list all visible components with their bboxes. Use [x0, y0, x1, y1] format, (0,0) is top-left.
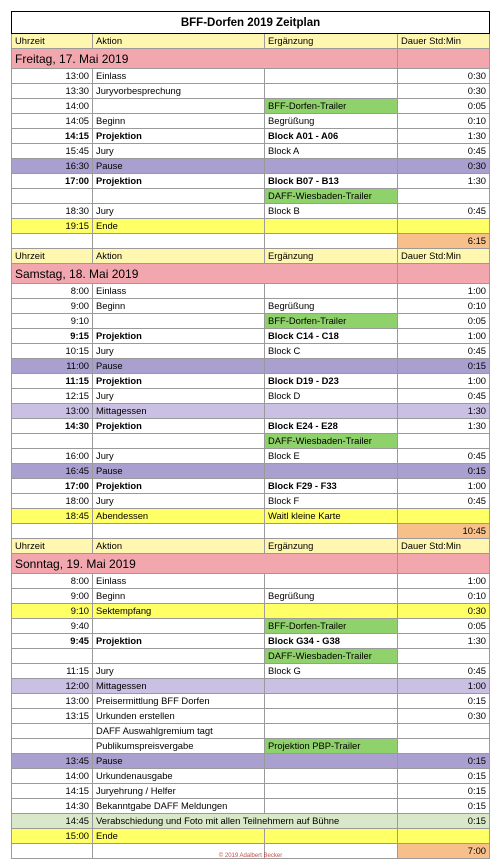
ergaenzung-cell: Block E24 - E28: [265, 419, 398, 434]
time-cell: 18:30: [12, 204, 93, 219]
schedule-row: [12, 829, 490, 844]
time-cell: 12:15: [12, 389, 93, 404]
time-cell: 9:40: [12, 619, 93, 634]
ergaenzung-cell: Block F: [265, 494, 398, 509]
action-cell: Publikumspreisvergabe: [93, 739, 265, 754]
ergaenzung-cell: Block E: [265, 449, 398, 464]
action-cell: [93, 314, 265, 329]
schedule-row: [12, 434, 490, 449]
schedule-row: [12, 69, 490, 84]
duration-cell: 0:10: [398, 299, 490, 314]
duration-cell: 0:30: [398, 69, 490, 84]
time-cell: 13:00: [12, 694, 93, 709]
time-cell: 15:45: [12, 144, 93, 159]
action-cell: Urkunden erstellen: [93, 709, 265, 724]
time-cell: 14:45: [12, 814, 93, 829]
title-row: [12, 12, 490, 34]
duration-cell: 1:30: [398, 174, 490, 189]
ergaenzung-cell: [265, 829, 398, 844]
ergaenzung-cell: Begrüßung: [265, 299, 398, 314]
ergaenzung-cell: [265, 679, 398, 694]
ergaenzung-cell: Block C14 - C18: [265, 329, 398, 344]
schedule-row: [12, 479, 490, 494]
action-cell: Jury: [93, 494, 265, 509]
schedule-row: [12, 464, 490, 479]
ergaenzung-cell: Block C: [265, 344, 398, 359]
action-cell: Juryvorbesprechung: [93, 84, 265, 99]
schedule-row: [12, 664, 490, 679]
ergaenzung-cell: [265, 724, 398, 739]
action-cell: Beginn: [93, 114, 265, 129]
schedule-row: [12, 359, 490, 374]
duration-cell: 0:45: [398, 449, 490, 464]
ergaenzung-cell: [265, 464, 398, 479]
action-cell: Preisermittlung BFF Dorfen: [93, 694, 265, 709]
action-cell: DAFF Auswahlgremium tagt: [93, 724, 265, 739]
day-label: Samstag, 18. Mai 2019: [12, 264, 398, 284]
time-cell: 9:10: [12, 314, 93, 329]
action-cell: [93, 189, 265, 204]
duration-cell: 0:05: [398, 619, 490, 634]
schedule-row: [12, 284, 490, 299]
time-cell: 11:15: [12, 664, 93, 679]
action-cell: Beginn: [93, 589, 265, 604]
duration-cell: 1:00: [398, 374, 490, 389]
total-spacer: [12, 234, 93, 249]
duration-cell: 0:05: [398, 99, 490, 114]
copyright-footer: © 2019 Adalbert Becker: [218, 853, 283, 859]
action-cell: Jury: [93, 144, 265, 159]
time-cell: [12, 434, 93, 449]
schedule-row: [12, 589, 490, 604]
schedule-row: [12, 189, 490, 204]
header-aktion: Aktion: [93, 539, 265, 554]
total-spacer: [12, 524, 93, 539]
action-cell: Sektempfang: [93, 604, 265, 619]
ergaenzung-cell: [265, 574, 398, 589]
action-cell: Projektion: [93, 129, 265, 144]
total-spacer: [93, 234, 265, 249]
schedule-row: [12, 144, 490, 159]
total-duration: 6:15: [398, 234, 490, 249]
ergaenzung-cell: [265, 709, 398, 724]
action-cell: Projektion: [93, 329, 265, 344]
action-cell: Jury: [93, 389, 265, 404]
schedule-row: [12, 329, 490, 344]
duration-cell: [398, 189, 490, 204]
schedule-row: [12, 604, 490, 619]
duration-cell: 0:15: [398, 769, 490, 784]
ergaenzung-cell: [265, 799, 398, 814]
schedule-table: [11, 11, 490, 859]
duration-cell: 0:45: [398, 204, 490, 219]
time-cell: 17:00: [12, 479, 93, 494]
ergaenzung-cell: Projektion PBP-Trailer: [265, 739, 398, 754]
header-aktion: Aktion: [93, 249, 265, 264]
total-spacer: [93, 524, 265, 539]
time-cell: 13:30: [12, 84, 93, 99]
schedule-row: [12, 129, 490, 144]
action-cell: Jury: [93, 344, 265, 359]
ergaenzung-cell: BFF-Dorfen-Trailer: [265, 619, 398, 634]
time-cell: 14:05: [12, 114, 93, 129]
action-cell: Pause: [93, 359, 265, 374]
time-cell: 16:45: [12, 464, 93, 479]
schedule-row: [12, 314, 490, 329]
day-label-spacer: [398, 554, 490, 574]
duration-cell: 1:00: [398, 329, 490, 344]
header-dauer: Dauer Std:Min: [398, 34, 490, 49]
duration-cell: 0:45: [398, 144, 490, 159]
time-cell: 16:00: [12, 449, 93, 464]
total-row: [12, 234, 490, 249]
action-cell: Ende: [93, 829, 265, 844]
duration-cell: 0:05: [398, 314, 490, 329]
ergaenzung-cell: Begrüßung: [265, 114, 398, 129]
duration-cell: 0:15: [398, 814, 490, 829]
duration-cell: 1:30: [398, 129, 490, 144]
time-cell: 9:45: [12, 634, 93, 649]
ergaenzung-cell: Block G: [265, 664, 398, 679]
schedule-row: [12, 219, 490, 234]
duration-cell: 0:15: [398, 359, 490, 374]
schedule-row: [12, 204, 490, 219]
duration-cell: 1:30: [398, 404, 490, 419]
time-cell: 13:00: [12, 404, 93, 419]
total-duration: 10:45: [398, 524, 490, 539]
header-aktion: Aktion: [93, 34, 265, 49]
action-cell: Projektion: [93, 174, 265, 189]
time-cell: 10:15: [12, 344, 93, 359]
schedule-row: [12, 509, 490, 524]
ergaenzung-cell: [265, 69, 398, 84]
schedule-row: [12, 299, 490, 314]
action-cell: [93, 434, 265, 449]
time-cell: 13:45: [12, 754, 93, 769]
ergaenzung-cell: [265, 284, 398, 299]
header-uhrzeit: Uhrzeit: [12, 249, 93, 264]
schedule-row: [12, 114, 490, 129]
schedule-row: [12, 814, 490, 829]
time-cell: 14:00: [12, 769, 93, 784]
ergaenzung-cell: [265, 359, 398, 374]
time-cell: 9:00: [12, 299, 93, 314]
column-header-row: [12, 34, 490, 49]
duration-cell: 1:30: [398, 634, 490, 649]
day-row: [12, 554, 490, 574]
duration-cell: 0:45: [398, 344, 490, 359]
ergaenzung-cell: DAFF-Wiesbaden-Trailer: [265, 189, 398, 204]
schedule-row: [12, 679, 490, 694]
action-cell: Beginn: [93, 299, 265, 314]
time-cell: 16:30: [12, 159, 93, 174]
ergaenzung-cell: Block G34 - G38: [265, 634, 398, 649]
schedule-row: [12, 174, 490, 189]
duration-cell: 1:00: [398, 574, 490, 589]
time-cell: 17:00: [12, 174, 93, 189]
action-cell: Projektion: [93, 479, 265, 494]
ergaenzung-cell: Block D19 - D23: [265, 374, 398, 389]
action-cell: Projektion: [93, 634, 265, 649]
time-cell: 13:00: [12, 69, 93, 84]
schedule-row: [12, 709, 490, 724]
time-cell: 14:30: [12, 799, 93, 814]
ergaenzung-cell: [265, 219, 398, 234]
total-spacer: [265, 234, 398, 249]
header-ergaenzung: Ergänzung: [265, 539, 398, 554]
duration-cell: 0:30: [398, 84, 490, 99]
schedule-row: [12, 694, 490, 709]
action-cell: Jury: [93, 204, 265, 219]
schedule-row: [12, 784, 490, 799]
schedule-row: [12, 754, 490, 769]
ergaenzung-cell: [265, 694, 398, 709]
time-cell: 19:15: [12, 219, 93, 234]
total-row: [12, 524, 490, 539]
day-label-spacer: [398, 49, 490, 69]
header-uhrzeit: Uhrzeit: [12, 539, 93, 554]
time-cell: 11:15: [12, 374, 93, 389]
time-cell: 18:45: [12, 509, 93, 524]
ergaenzung-cell: Block A01 - A06: [265, 129, 398, 144]
ergaenzung-cell: [265, 159, 398, 174]
action-cell: [93, 99, 265, 114]
schedule-row: [12, 769, 490, 784]
duration-cell: 0:45: [398, 494, 490, 509]
action-cell: [93, 619, 265, 634]
duration-cell: [398, 434, 490, 449]
time-cell: 18:00: [12, 494, 93, 509]
schedule-row: [12, 99, 490, 114]
duration-cell: 1:00: [398, 679, 490, 694]
duration-cell: 1:00: [398, 479, 490, 494]
time-cell: 9:15: [12, 329, 93, 344]
schedule-row: [12, 724, 490, 739]
duration-cell: 0:10: [398, 114, 490, 129]
schedule-row: [12, 634, 490, 649]
header-uhrzeit: Uhrzeit: [12, 34, 93, 49]
header-dauer: Dauer Std:Min: [398, 539, 490, 554]
schedule-row: [12, 649, 490, 664]
total-duration: 7:00: [398, 844, 490, 859]
action-cell: [93, 649, 265, 664]
duration-cell: 0:15: [398, 464, 490, 479]
time-cell: 8:00: [12, 574, 93, 589]
action-cell: Bekanntgabe DAFF Meldungen: [93, 799, 265, 814]
ergaenzung-cell: Block B: [265, 204, 398, 219]
duration-cell: 0:15: [398, 799, 490, 814]
column-header-row: [12, 249, 490, 264]
time-cell: [12, 724, 93, 739]
duration-cell: [398, 829, 490, 844]
duration-cell: 0:15: [398, 784, 490, 799]
time-cell: [12, 189, 93, 204]
schedule-row: [12, 494, 490, 509]
time-cell: [12, 649, 93, 664]
ergaenzung-cell: Block A: [265, 144, 398, 159]
schedule-row: [12, 799, 490, 814]
schedule-row: [12, 404, 490, 419]
action-cell: Jury: [93, 664, 265, 679]
schedule-row: [12, 739, 490, 754]
schedule-row: [12, 389, 490, 404]
day-label-spacer: [398, 264, 490, 284]
time-cell: 8:00: [12, 284, 93, 299]
ergaenzung-cell: [265, 84, 398, 99]
header-dauer: Dauer Std:Min: [398, 249, 490, 264]
ergaenzung-cell: Begrüßung: [265, 589, 398, 604]
ergaenzung-cell: [265, 784, 398, 799]
duration-cell: 1:00: [398, 284, 490, 299]
time-cell: 14:15: [12, 784, 93, 799]
action-cell: Einlass: [93, 574, 265, 589]
action-cell: Jury: [93, 449, 265, 464]
duration-cell: 0:15: [398, 754, 490, 769]
ergaenzung-cell: BFF-Dorfen-Trailer: [265, 314, 398, 329]
schedule-row: [12, 84, 490, 99]
ergaenzung-cell: DAFF-Wiesbaden-Trailer: [265, 649, 398, 664]
action-cell: Verabschiedung und Foto mit allen Teilnehmern auf Bühne: [93, 814, 398, 829]
duration-cell: [398, 724, 490, 739]
schedule-row: [12, 344, 490, 359]
action-cell: Projektion: [93, 374, 265, 389]
schedule-row: [12, 449, 490, 464]
time-cell: 14:15: [12, 129, 93, 144]
ergaenzung-cell: Block D: [265, 389, 398, 404]
header-ergaenzung: Ergänzung: [265, 34, 398, 49]
ergaenzung-cell: BFF-Dorfen-Trailer: [265, 99, 398, 114]
action-cell: Mittagessen: [93, 679, 265, 694]
duration-cell: 0:30: [398, 159, 490, 174]
time-cell: 9:00: [12, 589, 93, 604]
duration-cell: 0:10: [398, 589, 490, 604]
time-cell: [12, 739, 93, 754]
action-cell: Pause: [93, 464, 265, 479]
schedule-row: [12, 374, 490, 389]
time-cell: 14:00: [12, 99, 93, 114]
ergaenzung-cell: [265, 604, 398, 619]
action-cell: Juryehrung / Helfer: [93, 784, 265, 799]
action-cell: Pause: [93, 754, 265, 769]
duration-cell: [398, 219, 490, 234]
time-cell: 14:30: [12, 419, 93, 434]
action-cell: Einlass: [93, 69, 265, 84]
day-row: [12, 264, 490, 284]
ergaenzung-cell: Block B07 - B13: [265, 174, 398, 189]
time-cell: 13:15: [12, 709, 93, 724]
schedule-row: [12, 619, 490, 634]
duration-cell: 1:30: [398, 419, 490, 434]
ergaenzung-cell: DAFF-Wiesbaden-Trailer: [265, 434, 398, 449]
duration-cell: [398, 649, 490, 664]
action-cell: Pause: [93, 159, 265, 174]
time-cell: 15:00: [12, 829, 93, 844]
ergaenzung-cell: Waitl kleine Karte: [265, 509, 398, 524]
time-cell: 9:10: [12, 604, 93, 619]
schedule-row: [12, 574, 490, 589]
ergaenzung-cell: [265, 769, 398, 784]
duration-cell: 0:15: [398, 694, 490, 709]
schedule-row: [12, 159, 490, 174]
total-spacer: [265, 524, 398, 539]
duration-cell: [398, 739, 490, 754]
action-cell: Ende: [93, 219, 265, 234]
day-label: Sonntag, 19. Mai 2019: [12, 554, 398, 574]
time-cell: 11:00: [12, 359, 93, 374]
action-cell: Projektion: [93, 419, 265, 434]
duration-cell: 0:30: [398, 604, 490, 619]
ergaenzung-cell: Block F29 - F33: [265, 479, 398, 494]
header-ergaenzung: Ergänzung: [265, 249, 398, 264]
schedule-sheet: [11, 11, 489, 859]
action-cell: Einlass: [93, 284, 265, 299]
duration-cell: 0:45: [398, 389, 490, 404]
action-cell: Abendessen: [93, 509, 265, 524]
time-cell: 12:00: [12, 679, 93, 694]
ergaenzung-cell: [265, 404, 398, 419]
ergaenzung-cell: [265, 754, 398, 769]
duration-cell: 0:45: [398, 664, 490, 679]
column-header-row: [12, 539, 490, 554]
schedule-row: [12, 419, 490, 434]
day-row: [12, 49, 490, 69]
duration-cell: 0:30: [398, 709, 490, 724]
duration-cell: [398, 509, 490, 524]
action-cell: Urkundenausgabe: [93, 769, 265, 784]
page-title: BFF-Dorfen 2019 Zeitplan: [12, 12, 490, 34]
day-label: Freitag, 17. Mai 2019: [12, 49, 398, 69]
action-cell: Mittagessen: [93, 404, 265, 419]
